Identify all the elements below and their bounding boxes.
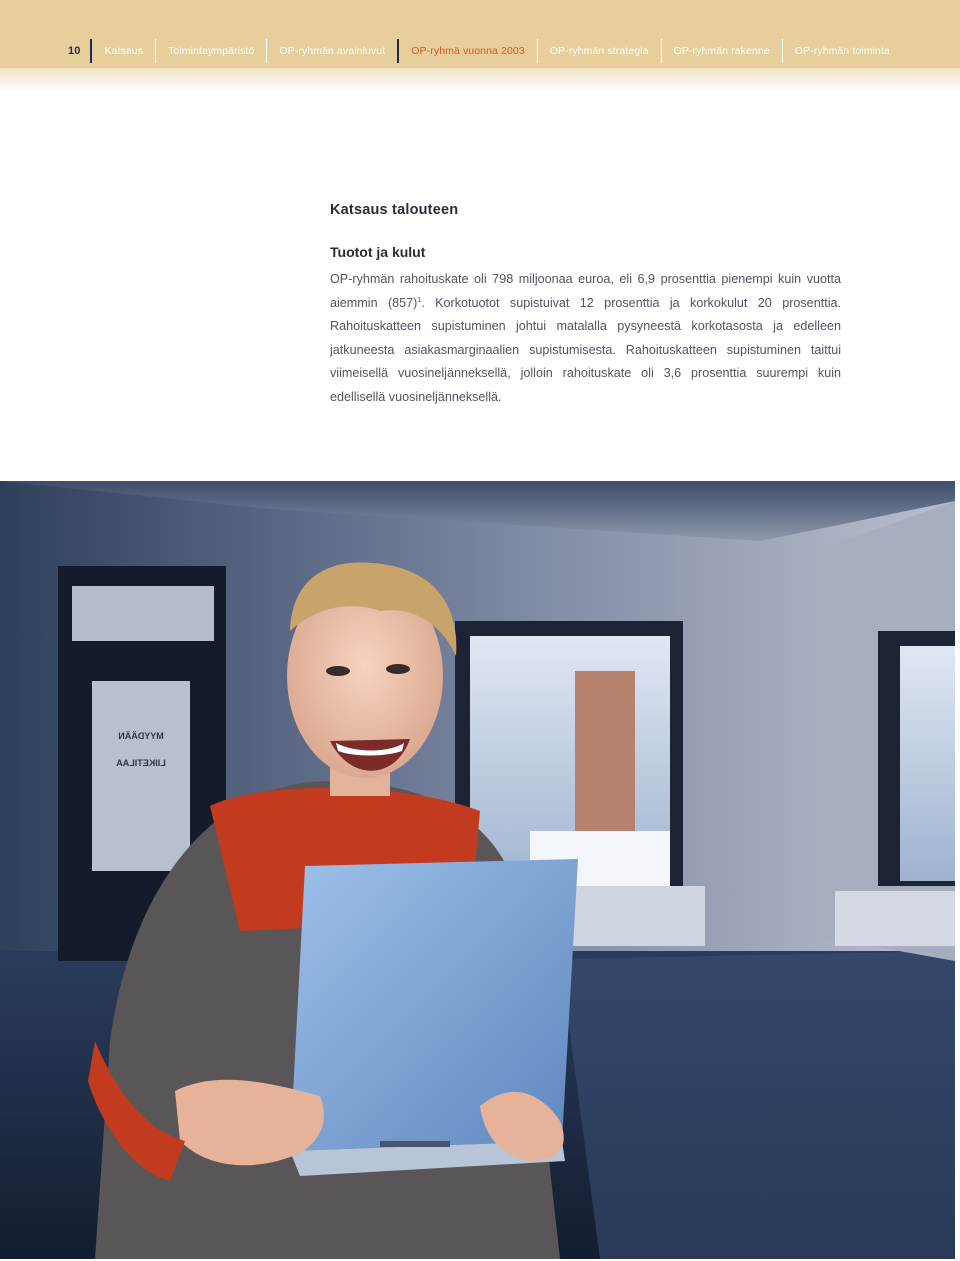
- left-eye: [326, 666, 350, 676]
- nav-item-toimintaymparisto[interactable]: Toimintaympäristö: [168, 45, 255, 57]
- article: [330, 202, 841, 410]
- sign-line-2: LIIKETILAA: [116, 758, 166, 768]
- laptop-ports: [380, 1141, 450, 1147]
- side-radiator: [835, 891, 955, 946]
- outside-building: [575, 671, 635, 846]
- hero-photo: [0, 481, 955, 1259]
- door-glass: [92, 681, 190, 871]
- sub-title: Tuotot ja kulut: [330, 244, 426, 260]
- nav-item-strategia[interactable]: OP-ryhmän strategia: [549, 45, 649, 57]
- nav-item-rakenne[interactable]: OP-ryhmän rakenne: [673, 45, 770, 57]
- nav-item-katsaus[interactable]: Katsaus: [104, 45, 144, 57]
- nav-item-vuonna-2003[interactable]: OP-ryhmä vuonna 2003: [411, 45, 525, 57]
- footnote-mark[interactable]: 1: [417, 296, 422, 304]
- page-number: 10: [68, 45, 81, 57]
- sign-line-1: MYYDÄÄN: [118, 731, 164, 741]
- header-fade: [0, 68, 960, 93]
- nav-item-avainluvut[interactable]: OP-ryhmän avainluvut: [279, 45, 386, 57]
- section-nav: [58, 38, 902, 64]
- paragraph-text-1: OP-ryhmän rahoituskate oli 798 miljoonaa euroa, eli 6,9 prosenttia pienempi kuin vuotta aiemmin (857): [330, 272, 841, 310]
- section-title: Katsaus talouteen: [330, 202, 459, 218]
- body-paragraph: [330, 268, 841, 410]
- paragraph-text-2: . Korkotuotot supistuivat 12 prosenttia ja korkokulut 20 prosenttia. Rahoituskatteen supistuminen johtui matalalla pysyneestä korkotasosta ja edelleen jatkuneesta asiakasmarginaalien supistumisesta. Rahoituskatteen supistuminen taittui viimeisellä vuosineljänneksellä, jolloin rahoituskate oli 3,6 prosenttia suurempi kuin edellisellä vuosineljänneksellä.: [330, 295, 841, 404]
- door-transom: [72, 586, 214, 641]
- side-window-glass: [900, 646, 955, 881]
- right-eye: [386, 664, 410, 674]
- nav-item-toiminta[interactable]: OP-ryhmän toiminta: [794, 45, 890, 57]
- photo-illustration: [0, 481, 955, 1259]
- floor-reflection: [560, 951, 955, 1259]
